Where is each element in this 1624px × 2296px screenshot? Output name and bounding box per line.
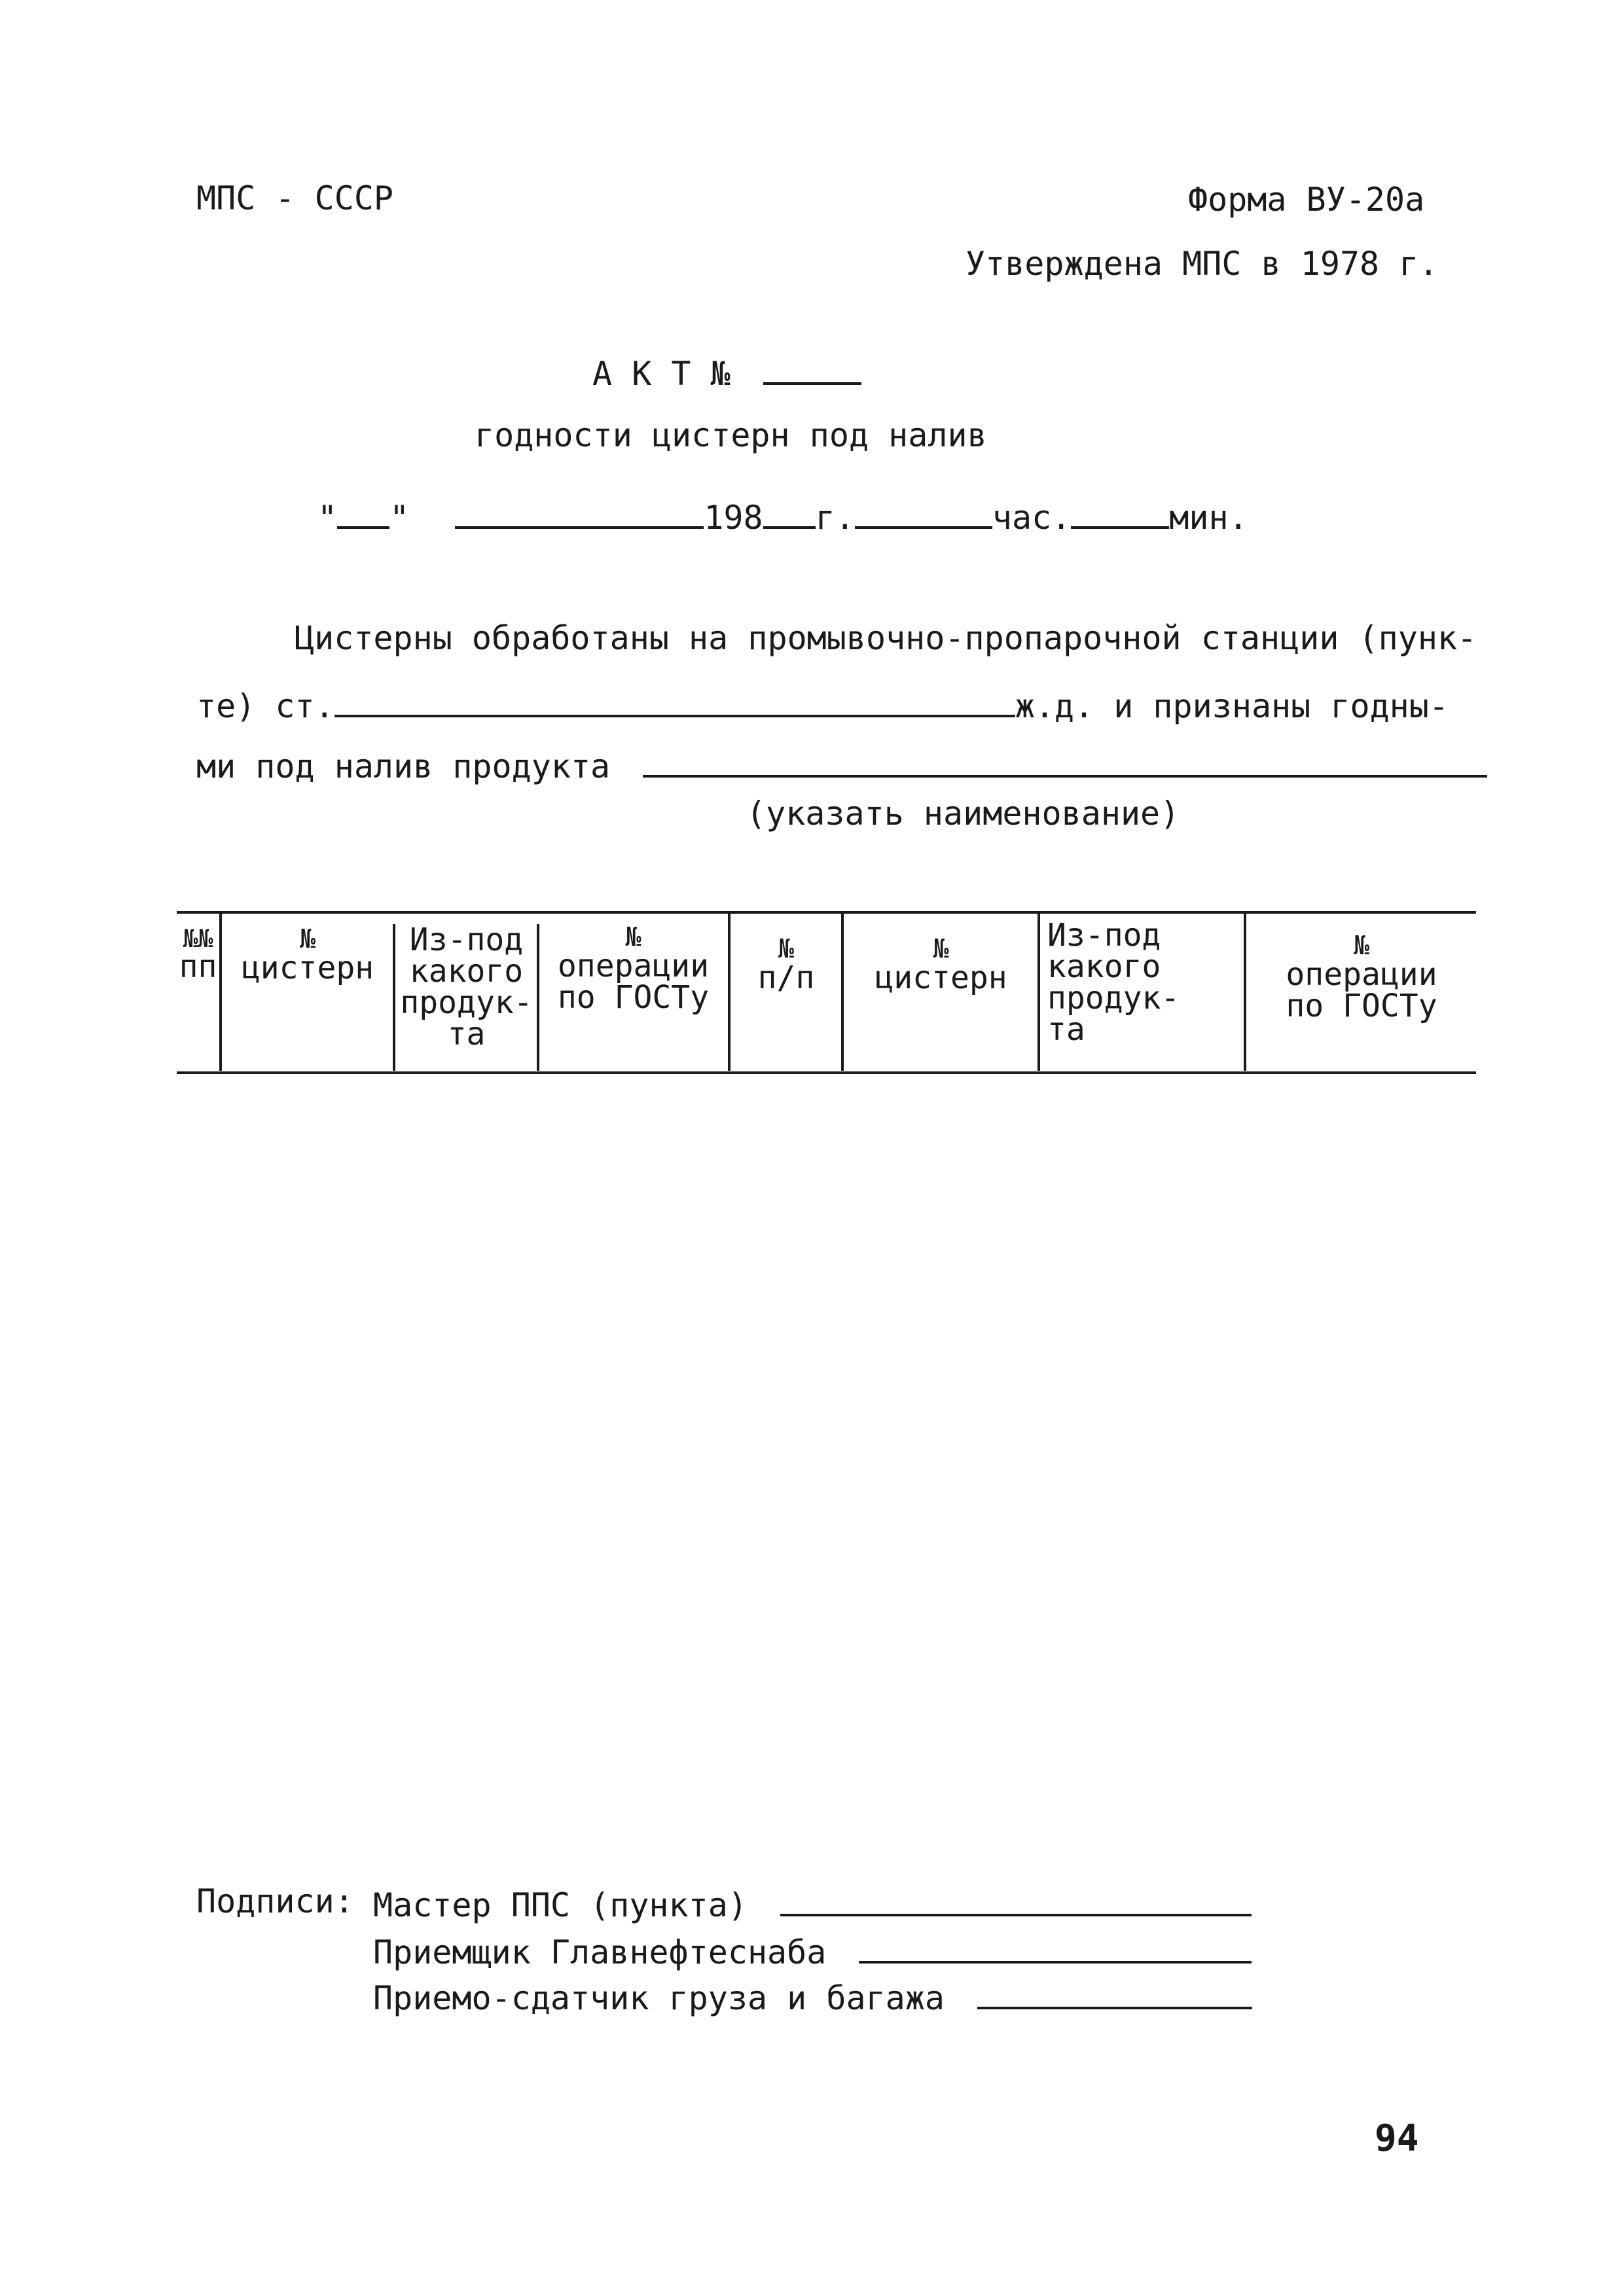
col-header-3-line-3: продук- — [400, 984, 533, 1021]
col-header-8-line-1: № — [1353, 931, 1370, 961]
col-header-2 — [223, 926, 393, 984]
col-header-5 — [731, 936, 842, 994]
quote-close: " — [389, 499, 410, 537]
col-header-4 — [540, 922, 727, 1016]
quote-open: " — [317, 499, 338, 537]
col-header-8-line-2: операции — [1286, 956, 1437, 993]
signature-master-blank[interactable] — [780, 1885, 1252, 1916]
signature-receiver-blank[interactable] — [859, 1932, 1252, 1964]
col-header-6 — [844, 936, 1038, 994]
minute-blank[interactable] — [1071, 497, 1169, 529]
month-blank[interactable] — [455, 497, 704, 529]
signature-receiver-label: Приемщик Главнефтеснаба — [373, 1933, 827, 1971]
signature-row-master — [373, 1885, 1252, 1922]
date-line — [317, 497, 1248, 537]
col-header-3-line-1: Из-под — [409, 922, 524, 958]
col-header-8-line-3: по ГОСТу — [1286, 988, 1437, 1024]
act-title-label: А К Т № — [592, 355, 731, 393]
signature-row-cargo — [373, 1978, 1252, 2015]
col-header-3 — [396, 924, 537, 1050]
body-line-3 — [196, 746, 1487, 783]
col-header-2-line-2: цистерн — [241, 950, 374, 986]
act-title — [592, 353, 861, 393]
col-header-7-line-2: какого — [1047, 948, 1161, 985]
col-header-7-line-3: продук- — [1047, 980, 1180, 1016]
product-blank[interactable] — [643, 746, 1487, 778]
table-bottom-rule — [177, 1071, 1476, 1074]
form-number: Форма ВУ-20а — [1188, 181, 1425, 219]
body-line-1: Цистерны обработаны на промывочно-пропарочной станции (пунк- — [295, 619, 1477, 657]
col-header-4-line-3: по ГОСТу — [557, 979, 710, 1016]
table-divider-2 — [393, 924, 395, 1071]
year-prefix: 198 — [704, 499, 763, 537]
col-header-3-line-4: та — [447, 1016, 486, 1052]
table-divider-6 — [1038, 914, 1040, 1071]
table-divider-7 — [1244, 914, 1246, 1071]
approval-note: Утверждена МПС в 1978 г. — [965, 245, 1439, 283]
signature-master-label: Мастер ППС (пункта) — [373, 1886, 748, 1924]
table-top-rule — [177, 911, 1476, 914]
col-header-7-line-4: та — [1047, 1011, 1085, 1048]
day-blank[interactable] — [337, 497, 389, 529]
col-header-7 — [1047, 917, 1191, 1048]
col-header-1-line-2: пп — [179, 948, 217, 985]
col-header-6-line-1: № — [933, 934, 949, 964]
station-blank[interactable] — [334, 686, 1015, 717]
col-header-8 — [1247, 933, 1476, 1022]
body-line-2 — [196, 686, 1449, 723]
signature-cargo-label: Приемо-сдатчик груза и багажа — [373, 1979, 945, 2017]
hour-label: час. — [992, 499, 1072, 537]
col-header-5-line-1: № — [778, 934, 795, 964]
year-suffix: г. — [815, 499, 855, 537]
signature-row-receiver — [373, 1932, 1252, 1969]
col-header-1 — [173, 924, 223, 985]
col-header-3-line-2: какого — [409, 953, 524, 990]
hour-blank[interactable] — [855, 497, 992, 529]
col-header-7-line-1: Из-под — [1047, 917, 1161, 954]
col-header-6-line-2: цистерн — [875, 960, 1007, 996]
product-hint: (указать наименование) — [746, 795, 1180, 833]
col-header-1-line-1: №№ — [183, 924, 213, 953]
signature-cargo-blank[interactable] — [977, 1978, 1252, 2009]
signatures-label: Подписи: — [196, 1882, 354, 1920]
act-number-blank[interactable] — [763, 353, 861, 385]
org-name: МПС - СССР — [196, 179, 394, 217]
col-header-2-line-1: № — [299, 924, 316, 954]
table-divider-3 — [537, 924, 539, 1071]
product-label: ми под налив продукта — [196, 747, 611, 785]
station-label: те) ст. — [196, 687, 334, 725]
minute-label: мин. — [1169, 499, 1248, 537]
act-subtitle: годности цистерн под налив — [475, 416, 987, 454]
col-header-5-line-2: п/п — [757, 960, 815, 996]
railway-label: ж.д. и признаны годны- — [1015, 687, 1449, 725]
col-header-4-line-1: № — [625, 922, 641, 952]
year-blank[interactable] — [763, 497, 816, 529]
page-number: 94 — [1375, 2117, 1419, 2160]
col-header-4-line-2: операции — [557, 948, 710, 984]
